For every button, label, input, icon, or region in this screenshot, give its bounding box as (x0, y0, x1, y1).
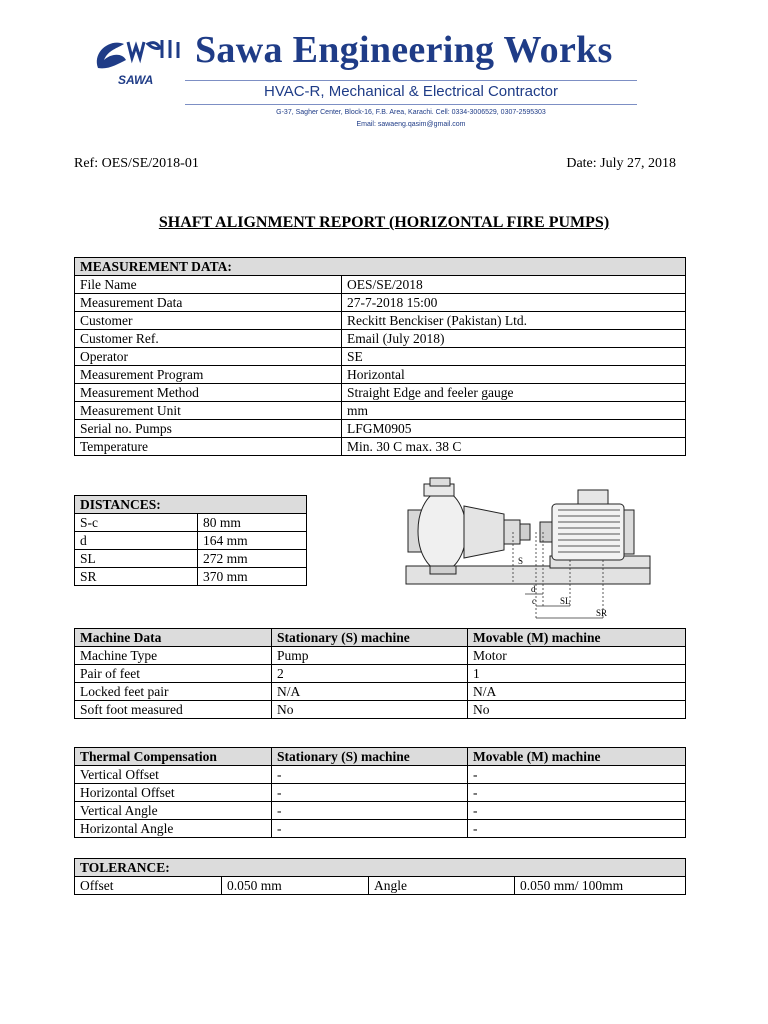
table-header-row (75, 629, 686, 647)
cell: No (468, 701, 686, 719)
column-header: Movable (M) machine (468, 748, 686, 766)
cell: No (272, 701, 468, 719)
row-value: mm (342, 402, 686, 420)
table-row (75, 384, 686, 402)
row-value: SE (342, 348, 686, 366)
row-value: LFGM0905 (342, 420, 686, 438)
cell: 1 (468, 665, 686, 683)
table-row (75, 294, 686, 312)
letterhead-rule-bottom (185, 104, 637, 105)
row-value: 27-7-2018 15:00 (342, 294, 686, 312)
cell: Horizontal Angle (75, 820, 272, 838)
column-header: Machine Data (75, 629, 272, 647)
row-label: d (75, 532, 198, 550)
row-label: Measurement Program (75, 366, 342, 384)
measurement-data-table (74, 257, 686, 456)
report-title: SHAFT ALIGNMENT REPORT (HORIZONTAL FIRE PUMPS) (158, 214, 610, 231)
table-row (75, 784, 686, 802)
row-value: 370 mm (198, 568, 307, 586)
row-label: Operator (75, 348, 342, 366)
table-row (75, 402, 686, 420)
table-header-row (75, 748, 686, 766)
table-row (75, 766, 686, 784)
company-address: G-37, Sagher Center, Block-16, F.B. Area, Karachi. Cell: 0334-3006529, 0307-2595303 (276, 109, 546, 116)
table-row (75, 550, 307, 568)
label-sl: SL (560, 596, 571, 606)
cell: Vertical Offset (75, 766, 272, 784)
cell: Pump (272, 647, 468, 665)
row-label: Measurement Method (75, 384, 342, 402)
table-row (75, 647, 686, 665)
table-row (75, 683, 686, 701)
table-row (75, 820, 686, 838)
machine-data-table (74, 628, 686, 719)
table-row (75, 348, 686, 366)
row-label: Measurement Data (75, 294, 342, 312)
table-row (75, 568, 307, 586)
angle-label: Angle (369, 877, 515, 895)
label-s: S (518, 556, 524, 566)
row-value: Reckitt Benckiser (Pakistan) Ltd. (342, 312, 686, 330)
table-row (75, 877, 686, 895)
row-value: OES/SE/2018 (342, 276, 686, 294)
row-value: 164 mm (198, 532, 307, 550)
row-label: Temperature (75, 438, 342, 456)
row-value: 272 mm (198, 550, 307, 568)
table-row (75, 665, 686, 683)
offset-value: 0.050 mm (222, 877, 369, 895)
cell: Pair of feet (75, 665, 272, 683)
cell: - (272, 802, 468, 820)
cell: 2 (272, 665, 468, 683)
label-d: d (531, 584, 536, 594)
row-value: 80 mm (198, 514, 307, 532)
label-sr: SR (596, 608, 608, 618)
company-tagline: HVAC-R, Mechanical & Electrical Contractor (264, 83, 558, 100)
column-header: Stationary (S) machine (272, 748, 468, 766)
table-row (75, 701, 686, 719)
cell: Motor (468, 647, 686, 665)
distances-header: DISTANCES: (75, 496, 307, 514)
cell: - (468, 820, 686, 838)
row-value: Horizontal (342, 366, 686, 384)
distances-table (74, 495, 307, 586)
row-value: Min. 30 C max. 38 C (342, 438, 686, 456)
table-row (75, 366, 686, 384)
table-row (75, 532, 307, 550)
reference-number: Ref: OES/SE/2018-01 (74, 156, 199, 171)
row-label: Customer (75, 312, 342, 330)
column-header: Thermal Compensation (75, 748, 272, 766)
measurement-header: MEASUREMENT DATA: (75, 258, 686, 276)
logo-text: SAWA (118, 73, 154, 87)
pump-motor-diagram (400, 470, 660, 628)
company-name: Sawa Engineering Works (195, 29, 613, 71)
cell: - (272, 766, 468, 784)
table-row (75, 330, 686, 348)
row-label: File Name (75, 276, 342, 294)
tolerance-table (74, 858, 686, 895)
table-row (75, 420, 686, 438)
offset-label: Offset (75, 877, 222, 895)
letterhead-rule-top (185, 80, 637, 81)
cell: - (272, 820, 468, 838)
report-date: Date: July 27, 2018 (566, 156, 676, 171)
label-c: c (532, 596, 536, 606)
pump-motor-illustration (400, 470, 660, 628)
cell: - (272, 784, 468, 802)
cell: Locked feet pair (75, 683, 272, 701)
cell: Soft foot measured (75, 701, 272, 719)
row-value: Straight Edge and feeler gauge (342, 384, 686, 402)
cell: N/A (468, 683, 686, 701)
cell: - (468, 784, 686, 802)
table-row (75, 802, 686, 820)
row-label: Serial no. Pumps (75, 420, 342, 438)
angle-value: 0.050 mm/ 100mm (515, 877, 686, 895)
row-label: S-c (75, 514, 198, 532)
row-label: Measurement Unit (75, 402, 342, 420)
column-header: Movable (M) machine (468, 629, 686, 647)
company-email: Email: sawaeng.qasim@gmail.com (356, 121, 466, 128)
column-header: Stationary (S) machine (272, 629, 468, 647)
table-row (75, 312, 686, 330)
cell: N/A (272, 683, 468, 701)
company-logo (88, 30, 188, 90)
table-row (75, 438, 686, 456)
cell: Vertical Angle (75, 802, 272, 820)
row-label: Customer Ref. (75, 330, 342, 348)
table-row (75, 276, 686, 294)
row-value: Email (July 2018) (342, 330, 686, 348)
tolerance-header: TOLERANCE: (75, 859, 686, 877)
row-label: SL (75, 550, 198, 568)
cell: - (468, 766, 686, 784)
row-label: SR (75, 568, 198, 586)
cell: Horizontal Offset (75, 784, 272, 802)
table-row (75, 514, 307, 532)
thermal-compensation-table (74, 747, 686, 838)
cell: Machine Type (75, 647, 272, 665)
cell: - (468, 802, 686, 820)
